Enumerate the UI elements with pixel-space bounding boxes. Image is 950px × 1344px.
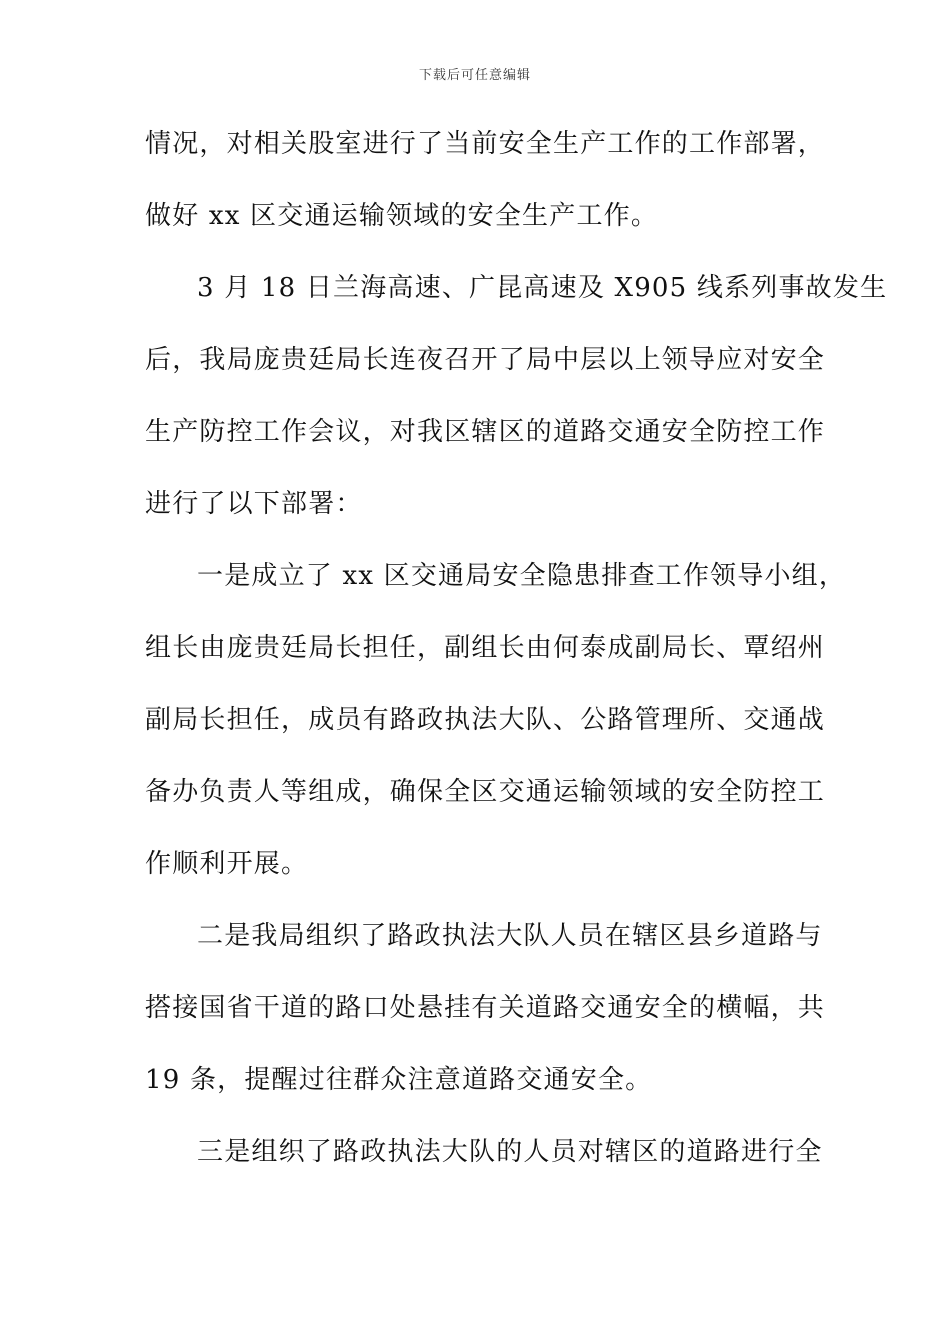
text-line: 三是组织了路政执法大队的人员对辖区的道路进行全 xyxy=(197,1137,823,1167)
text-line: 作顺利开展。 xyxy=(145,849,309,879)
text-line: 3 月 18 日兰海高速、广昆高速及 X905 线系列事故发生 xyxy=(197,273,888,303)
text-line: 搭接国省干道的路口处悬挂有关道路交通安全的横幅，共 xyxy=(145,993,826,1023)
text-line: 备办负责人等组成，确保全区交通运输领域的安全防控工 xyxy=(145,777,826,807)
text-line: 一是成立了 xx 区交通局安全隐患排查工作领导小组， xyxy=(197,561,847,591)
text-line: 做好 xx 区交通运输领域的安全生产工作。 xyxy=(145,201,659,231)
document-body xyxy=(145,119,888,1199)
text-line: 情况，对相关股室进行了当前安全生产工作的工作部署， xyxy=(145,129,826,159)
text-line: 进行了以下部署： xyxy=(145,489,363,519)
text-line: 副局长担任，成员有路政执法大队、公路管理所、交通战 xyxy=(145,705,826,735)
page-header: 下载后可任意编辑 xyxy=(418,68,531,83)
text-line: 后，我局庞贵廷局长连夜召开了局中层以上领导应对安全 xyxy=(145,345,826,375)
text-line: 组长由庞贵廷局长担任，副组长由何泰成副局长、覃绍州 xyxy=(145,633,826,663)
text-line: 19 条，提醒过往群众注意道路交通安全。 xyxy=(145,1065,653,1095)
text-line: 二是我局组织了路政执法大队人员在辖区县乡道路与 xyxy=(197,921,823,951)
text-line: 生产防控工作会议，对我区辖区的道路交通安全防控工作 xyxy=(145,417,826,447)
